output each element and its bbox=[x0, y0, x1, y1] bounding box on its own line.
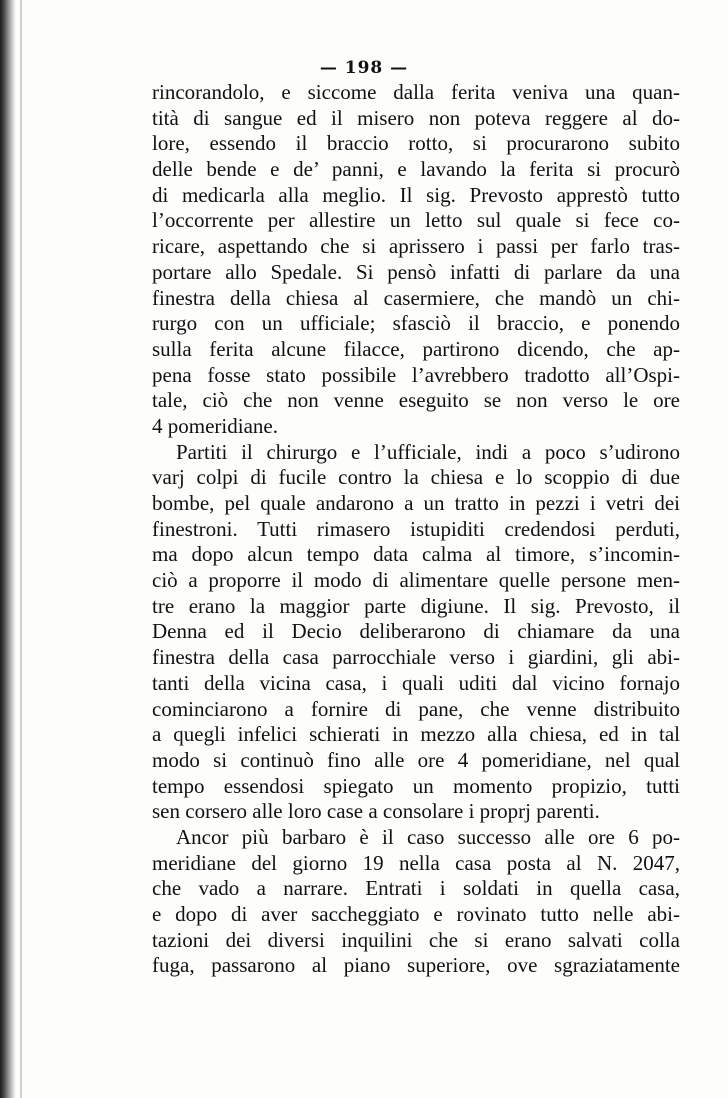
binding-shadow bbox=[0, 0, 16, 1098]
paragraph-2 bbox=[152, 440, 680, 825]
text-line: ricare, aspettando che si aprissero i passi per farlo tras- bbox=[152, 234, 680, 259]
text-line: tre erano la maggior parte digiune. Il sig. Prevosto, il bbox=[152, 593, 680, 618]
text-line: rurgo con un ufficiale; sfasciò il braccio, e ponendo bbox=[152, 311, 680, 336]
text-line: di medicarla alla meglio. Il sig. Prevosto apprestò tutto bbox=[152, 182, 680, 207]
text-line: 4 pomeridiane. bbox=[152, 413, 278, 438]
text-line: ma dopo alcun tempo data calma al timore, s’incomin- bbox=[152, 542, 680, 567]
text-line: Ancor più barbaro è il caso successo alle ore 6 po- bbox=[176, 824, 680, 849]
text-line: tale, ciò che non venne eseguito se non verso le ore bbox=[152, 388, 680, 413]
paragraph-1 bbox=[152, 80, 680, 440]
text-line: rincorandolo, e siccome dalla ferita veniva una quan- bbox=[152, 80, 680, 104]
page-number: — 198 — bbox=[319, 58, 409, 78]
text-line: meridiane del giorno 19 nella casa posta al N. 2047, bbox=[152, 850, 680, 875]
text-line: finestra della chiesa al casermiere, che mandò un chi- bbox=[152, 285, 680, 310]
text-line: e dopo di aver saccheggiato e rovinato tutto nelle abi- bbox=[152, 902, 680, 926]
binding-line bbox=[20, 0, 22, 1098]
text-line: portare allo Spedale. Si pensò infatti di parlare da una bbox=[152, 259, 680, 284]
text-line: tazioni dei diversi inquilini che si erano salvati colla bbox=[152, 927, 680, 952]
text-line: sulla ferita alcune filacce, partirono dicendo, che ap- bbox=[152, 336, 680, 361]
text-line: modo si continuò fino alle ore 4 pomeridiane, nel qual bbox=[152, 747, 680, 772]
text-line: finestra della casa parrocchiale verso i giardini, gli abi- bbox=[152, 645, 680, 670]
text-line: finestroni. Tutti rimasero istupiditi credendosi perduti, bbox=[152, 516, 680, 541]
text-line: pena fosse stato possibile l’avrebbero tradotto all’Ospi- bbox=[152, 362, 680, 387]
text-line: varj colpi di fucile contro la chiesa e lo scoppio di due bbox=[152, 465, 680, 490]
text-line: Denna ed il Decio deliberarono di chiamare da una bbox=[152, 619, 680, 644]
text-line: l’occorrente per allestire un letto sul quale si fece co- bbox=[152, 208, 680, 233]
text-line: bombe, pel quale andarono a un tratto in pezzi i vetri dei bbox=[152, 491, 680, 515]
text-line: sen corsero alle loro case a consolare i proprj parenti. bbox=[152, 799, 600, 824]
text-line: lore, essendo il braccio rotto, si procurarono subito bbox=[152, 131, 680, 156]
text-line: a quegli infelici schierati in mezzo alla chiesa, ed in tal bbox=[152, 722, 680, 747]
text-line: Partiti il chirurgo e l’ufficiale, indi a poco s’udirono bbox=[176, 439, 680, 464]
body-text bbox=[152, 80, 680, 979]
paragraph-3 bbox=[152, 825, 680, 979]
text-line: cominciarono a fornire di pane, che venne distribuito bbox=[152, 696, 680, 721]
text-line: delle bende e de’ panni, e lavando la ferita si procurò bbox=[152, 157, 680, 182]
text-line: tanti della vicina casa, i quali uditi dal vicino fornajo bbox=[152, 670, 680, 695]
text-line: ciò a proporre il modo di alimentare quelle persone men- bbox=[152, 568, 680, 593]
text-line: tempo essendosi spiegato un momento propizio, tutti bbox=[152, 773, 680, 798]
text-line: che vado a narrare. Entrati i soldati in quella casa, bbox=[152, 876, 680, 901]
text-line: fuga, passarono al piano superiore, ove sgraziatamente bbox=[152, 953, 680, 978]
text-line: tità di sangue ed il misero non poteva reggere al do- bbox=[152, 105, 680, 130]
